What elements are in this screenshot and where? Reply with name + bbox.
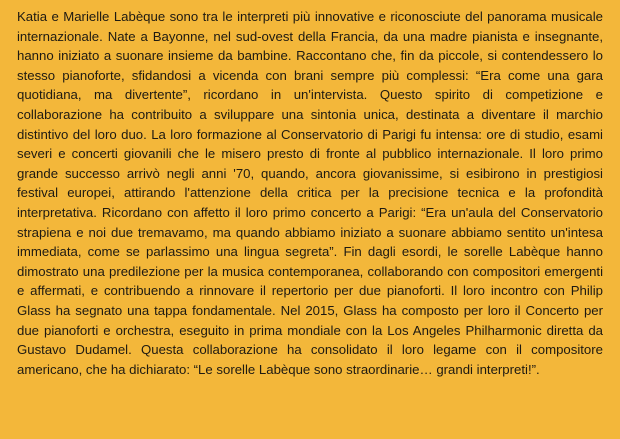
article-body: Katia e Marielle Labèque sono tra le interpreti più innovative e riconosciute del panorama musicale internazionale. Nate a Bayonne, nel sud-ovest della Francia, da una madre pianista e insegnante, hanno iniziato a suonare insieme da bambine. Raccontano che, fin da piccole, si contendessero lo stesso pianoforte, sfidandosi a vicenda con brani sempre più complessi: “Era come una gara quotidiana, ma divertente”, ricordano in un'intervista. Questo spirito di competizione e collaborazione ha contribuito a sviluppare una sintonia unica, destinata a diventare il marchio distintivo del loro duo. La loro formazione al Conservatorio di Parigi fu intensa: ore di studio, esami severi e concerti giovanili che le misero presto di fronte al pubblico internazionale. Il loro primo grande successo arrivò negli anni '70, quando, ancora giovanissime, si esibirono in prestigiosi festival europei, attirando l'attenzione della critica per la precisione tecnica e la profondità interpretativa. Ricordano con affetto il loro primo concerto a Parigi: “Era un'aula del Conservatorio strapiena e noi due tremavamo, ma quando abbiamo iniziato a suonare abbiamo sentito un'intesa immediata, come se parlassimo una lingua segreta”. Fin dagli esordi, le sorelle Labèque hanno dimostrato una predilezione per la musica contemporanea, collaborando con compositori emergenti e affermati, e contribuendo a rinnovare il repertorio per due pianoforti. Il loro incontro con Philip Glass ha segnato una tappa fondamentale. Nel 2015, Glass ha composto per loro il Concerto per due pianoforti e orchestra, eseguito in prima mondiale con la Los Angeles Philharmonic diretta da Gustavo Dudamel. Questa collaborazione ha consolidato il loro legame con il compositore americano, che ha dichiarato: “Le sorelle Labèque sono straordinarie… grandi interpreti!”. bbox=[17, 9, 603, 377]
